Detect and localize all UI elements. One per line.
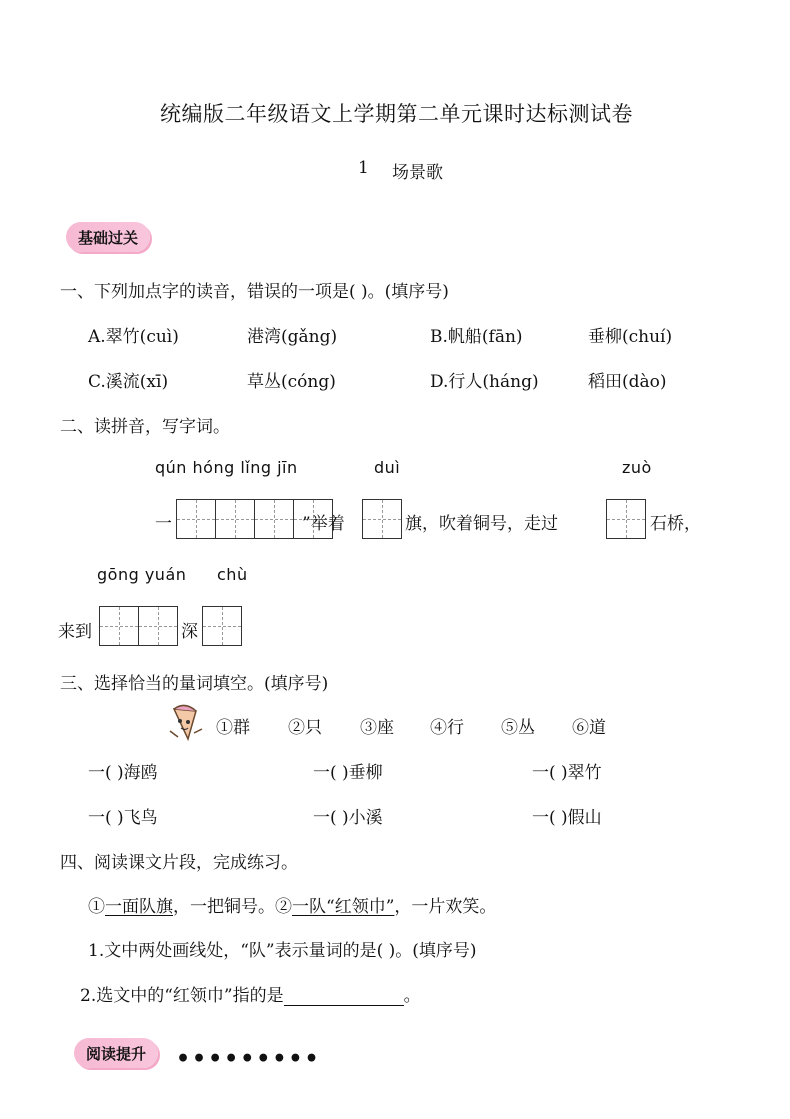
page-title: 统编版二年级语文上学期第二单元课时达标测试卷: [160, 102, 633, 126]
line1-end: 石桥，: [650, 514, 701, 534]
q1-option: B.帆船(fān): [430, 327, 523, 347]
q3-item: 一( )垂柳: [313, 763, 383, 783]
q3-item: 一( )翠竹: [532, 763, 602, 783]
measure-word-choice: ⑤丛: [501, 718, 535, 738]
q4-subquestion-2-end: 。: [403, 986, 421, 1006]
line1-mid: 旗，吹着铜号，走过: [405, 514, 558, 534]
q1-option: 垂柳(chuí): [588, 327, 673, 347]
line2-mid: 深: [181, 622, 198, 642]
lesson-title: 场景歌: [392, 163, 443, 183]
q3-item: 一( )海鸥: [88, 763, 158, 783]
pencil-cartoon-icon: [166, 703, 206, 745]
pinyin-dui: duì: [374, 458, 401, 477]
q1-option: 稻田(dào): [588, 372, 667, 392]
line1-prefix: 一: [155, 514, 172, 534]
writing-cell[interactable]: [100, 607, 139, 645]
passage-text: ①: [88, 897, 105, 917]
pinyin-qunhonglingjin: qún hóng lǐng jīn: [155, 458, 298, 477]
passage-text: ，一片欢笑。: [394, 897, 497, 917]
measure-word-choice: ⑥道: [572, 718, 606, 738]
writing-cell[interactable]: [607, 500, 645, 538]
q3-item: 一( )假山: [532, 808, 602, 828]
section-badge-reading: [74, 1038, 158, 1068]
pinyin-zuo: zuò: [622, 458, 652, 477]
writing-grid-1c[interactable]: [202, 606, 242, 646]
answer-blank-line[interactable]: [284, 989, 404, 1006]
q4-subquestion-1: 1.文中两处画线处，“队”表示量词的是( )。(填序号): [88, 941, 477, 961]
measure-word-choice: ①群: [216, 718, 250, 738]
question-2-prompt: 二、读拼音，写字词。: [60, 417, 230, 437]
q1-option: 港湾(gǎng): [247, 327, 338, 347]
q1-option: A.翠竹(cuì): [88, 327, 179, 347]
q1-option: C.溪流(xī): [88, 372, 169, 392]
q4-subquestion-2: [80, 981, 421, 1006]
question-3-prompt: 三、选择恰当的量词填空。(填序号): [60, 674, 329, 694]
measure-word-choice: ③座: [360, 718, 394, 738]
measure-word-choice: ④行: [430, 718, 464, 738]
line2-prefix: 来到: [58, 622, 92, 642]
decorative-dots: •••••••••: [176, 1046, 321, 1072]
q3-item: 一( )飞鸟: [88, 808, 158, 828]
writing-grid-1[interactable]: [362, 499, 402, 539]
section-badge-label: 阅读提升: [86, 1044, 147, 1063]
section-badge-basic: [66, 222, 150, 252]
passage-text: ，一把铜号。②: [173, 897, 292, 917]
writing-cell[interactable]: [203, 607, 241, 645]
q3-item: 一( )小溪: [313, 808, 383, 828]
pinyin-gongyuan: gōng yuán: [97, 565, 187, 584]
writing-cell[interactable]: [363, 500, 401, 538]
writing-cell[interactable]: [177, 500, 216, 538]
q1-option: D.行人(háng): [430, 372, 539, 392]
pinyin-chu: chù: [217, 565, 248, 584]
measure-word-choice: ②只: [288, 718, 322, 738]
passage-underline-1: 一面队旗: [105, 897, 173, 917]
writing-cell[interactable]: [216, 500, 255, 538]
reading-passage: [88, 892, 496, 917]
question-4-prompt: 四、阅读课文片段，完成练习。: [60, 853, 298, 873]
writing-cell[interactable]: [255, 500, 294, 538]
q4-subquestion-2-text: 2.选文中的“红领巾”指的是: [80, 986, 284, 1006]
passage-underline-2: 一队“红领巾”: [292, 897, 395, 917]
writing-cell[interactable]: [139, 607, 177, 645]
lesson-number: 1: [358, 158, 369, 178]
question-1-prompt: 一、下列加点字的读音，错误的一项是( )。(填序号): [60, 282, 449, 302]
writing-grid-1b[interactable]: [606, 499, 646, 539]
section-badge-label: 基础过关: [78, 228, 139, 247]
writing-grid-2[interactable]: [99, 606, 178, 646]
line1-quote-end: ”举着: [302, 514, 345, 534]
q1-option: 草丛(cóng): [247, 372, 336, 392]
